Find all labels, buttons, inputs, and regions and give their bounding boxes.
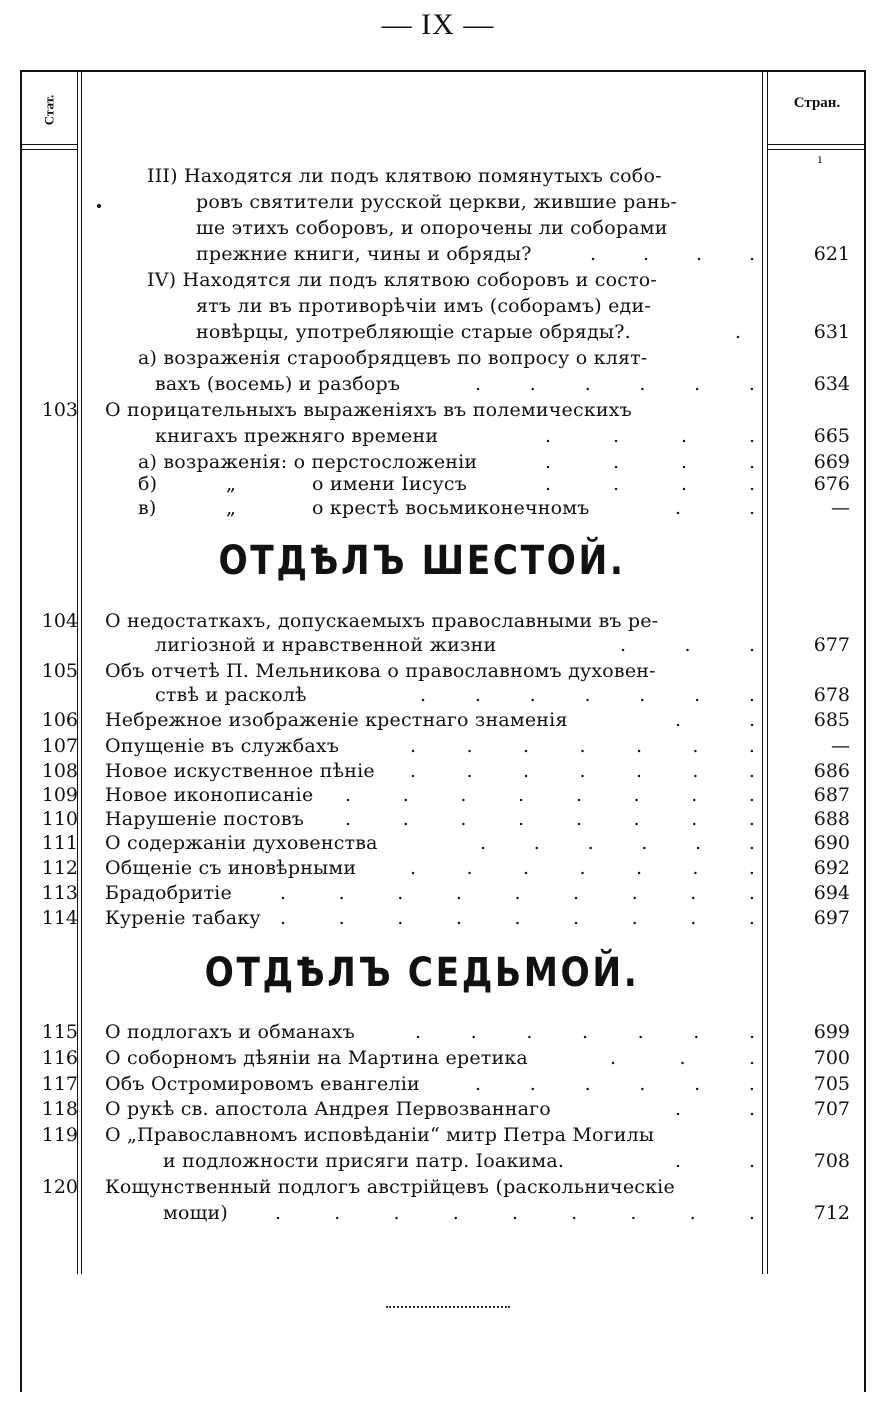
page-ref: 694 [813, 882, 850, 904]
toc-line: О порицательныхъ выраженіяхъ въ полемическихъ [105, 399, 632, 421]
toc-line: О подлогахъ и обманахъ [105, 1021, 355, 1043]
toc-line: Объ Остромировомъ евангеліи [105, 1073, 420, 1095]
dot-leader: . . . . . . . . [345, 808, 755, 830]
toc-line: ствѣ и расколѣ [155, 684, 307, 706]
article-number: 117 [41, 1073, 78, 1095]
left-header-rule-2 [21, 149, 77, 150]
page-ref: 669 [813, 451, 850, 473]
toc-line: Небрежное изображеніе крестнаго знаменія [105, 709, 568, 731]
page-ref: 688 [813, 808, 850, 830]
article-number: 107 [41, 735, 78, 757]
toc-line: О „Православномъ исповѣданіи“ митр Петра Могилы [105, 1124, 655, 1146]
page-ref: 699 [813, 1021, 850, 1043]
page-ref: 621 [813, 243, 850, 265]
right-header-rule [768, 144, 864, 145]
dot-leader: . . . . [545, 425, 755, 447]
toc-line: а) возраженія старообрядцевъ по вопросу о клят- [138, 347, 648, 369]
page-number: — IX — [381, 8, 495, 41]
page-ref: — [831, 735, 850, 757]
page-ref: 712 [813, 1202, 850, 1224]
dot-leader: . . . [610, 1047, 755, 1069]
toc-line: Объ отчетѣ П. Мельникова о православномъ духовен- [105, 660, 656, 682]
page-column-divider-inner [767, 70, 768, 1274]
toc-line: О рукѣ св. апостола Андрея Первозваннаго [105, 1098, 551, 1120]
article-number: 109 [41, 784, 78, 806]
footer-ornament [386, 1306, 510, 1308]
ditto-mark: „ [226, 473, 237, 495]
dot-leader: . . . . [545, 473, 755, 495]
article-number: 105 [41, 660, 78, 682]
toc-line: Нарушеніе постовъ [105, 808, 305, 830]
page-ref: 708 [813, 1150, 850, 1172]
page-ref: 690 [813, 832, 850, 854]
page-ref: 700 [813, 1047, 850, 1069]
right-header-rule-2 [768, 149, 864, 150]
toc-line: Новое искуственное пѣніе [105, 760, 375, 782]
toc-line: Новое иконописаніе [105, 784, 314, 806]
ditto-mark: „ [226, 497, 237, 519]
dot-leader: . . . . . . . . [345, 784, 755, 806]
page-column-header: Стран. [793, 95, 841, 111]
dot-leader: . . [675, 497, 755, 519]
page-ref: — [831, 497, 850, 519]
dot-leader: . . . [620, 634, 755, 656]
toc-line: о имени Іисусъ [312, 473, 468, 495]
dot-leader: . [735, 321, 742, 343]
toc-line: ятъ ли въ противорѣчіи имъ (соборамъ) еди- [196, 295, 651, 317]
toc-line: Общеніе съ иновѣрными [105, 857, 357, 879]
dot-leader: . . . . . . . [415, 1021, 755, 1043]
dot-leader: . . [675, 1150, 755, 1172]
article-number: 112 [41, 857, 78, 879]
page-ref: 634 [813, 373, 850, 395]
page-ref: 705 [813, 1073, 850, 1095]
page-ref: 686 [813, 760, 850, 782]
page-ref: 631 [813, 321, 850, 343]
article-number: 110 [41, 808, 78, 830]
page-ref: 678 [813, 684, 850, 706]
dot-leader: . . . . . . [475, 373, 755, 395]
toc-line: б) [138, 473, 158, 495]
dot-leader: . . . . . . . [410, 760, 755, 782]
dot-leader: . . . . . . . . . [275, 1202, 755, 1224]
toc-line: О недостаткахъ, допускаемыхъ православными въ ре- [105, 610, 659, 632]
number-column-divider-inner [81, 70, 82, 1274]
toc-line: ше этихъ соборовъ, и опорочены ли соборами [196, 217, 668, 239]
section-title-seventh: ОТДѢЛЪ СЕДЬМОЙ. [204, 950, 640, 996]
toc-line: О содержаніи духовенства [105, 832, 378, 854]
article-number: 118 [41, 1098, 78, 1120]
dot-leader: . . . . . . . [420, 684, 755, 706]
toc-line: вахъ (восемь) и разборъ [155, 373, 401, 395]
dot-leader: . . [675, 709, 755, 731]
page-ref: 692 [813, 857, 850, 879]
article-number: 103 [41, 399, 78, 421]
article-number: 108 [41, 760, 78, 782]
page-ref: 697 [813, 907, 850, 929]
table-top-border [20, 70, 866, 72]
article-number: 113 [41, 882, 78, 904]
toc-line: Опущеніе въ службахъ [105, 735, 340, 757]
page-column-divider [762, 70, 763, 1274]
toc-line: книгахъ прежняго времени [155, 425, 439, 447]
toc-line: ровъ святители русской церкви, жившие рань- [196, 191, 678, 213]
left-header-rule [21, 144, 77, 145]
article-number: 106 [41, 709, 78, 731]
page-ref: 665 [813, 425, 850, 447]
toc-line: IV) Находятся ли подъ клятвою соборовъ и состо- [147, 269, 658, 291]
toc-line: мощи) [163, 1202, 228, 1224]
toc-line: Брадобритіе [105, 882, 232, 904]
toc-line: новѣрцы, употребляющіе старые обряды?. [196, 321, 631, 343]
article-number: 115 [41, 1021, 78, 1043]
article-number: 119 [41, 1124, 78, 1146]
dot-leader: . . . . [590, 243, 755, 265]
column-tick-mark: ı [818, 152, 822, 166]
table-right-border [864, 70, 866, 1392]
toc-line: о крестѣ восьмиконечномъ [312, 497, 590, 519]
page-ref: 707 [813, 1098, 850, 1120]
dot-leader: . . . . . . . . . [280, 882, 755, 904]
dot-leader: . . . . . . [475, 1073, 755, 1095]
toc-line: в) [138, 497, 157, 519]
page-ref: 685 [813, 709, 850, 731]
article-column-header: Стат. [41, 94, 56, 126]
article-number: 104 [41, 610, 78, 632]
toc-line: Кощунственный подлогъ австрійцевъ (раскольническіе [105, 1176, 675, 1198]
toc-line: и подложности присяги патр. Іоакима. [163, 1150, 565, 1172]
article-number: 111 [41, 832, 78, 854]
dot-leader: . . . . . . . [410, 735, 755, 757]
dot-leader: . . . . [545, 451, 755, 473]
toc-line: прежние книги, чины и обряды? [196, 243, 532, 265]
toc-line: лигіозной и нравственной жизни [155, 634, 497, 656]
toc-line: Куреніе табаку [105, 907, 261, 929]
print-speck [97, 204, 101, 208]
section-title-sixth: ОТДѢЛЪ ШЕСТОЙ. [218, 538, 626, 584]
dot-leader: . . . . . . . [410, 857, 755, 879]
dot-leader: . . . . . . [480, 832, 755, 854]
dot-leader: . . [675, 1098, 755, 1120]
article-number: 114 [41, 907, 78, 929]
dot-leader: . . . . . . . . . [280, 907, 755, 929]
article-number: 116 [41, 1047, 78, 1069]
toc-line: О соборномъ дѣяніи на Мартина еретика [105, 1047, 528, 1069]
page-ref: 677 [813, 634, 850, 656]
page-ref: 687 [813, 784, 850, 806]
article-number: 120 [41, 1176, 78, 1198]
page-ref: 676 [813, 473, 850, 495]
toc-line: III) Находятся ли подъ клятвою помянутыхъ собо- [147, 165, 662, 187]
toc-line: а) возраженія: о перстосложенiи [138, 451, 478, 473]
